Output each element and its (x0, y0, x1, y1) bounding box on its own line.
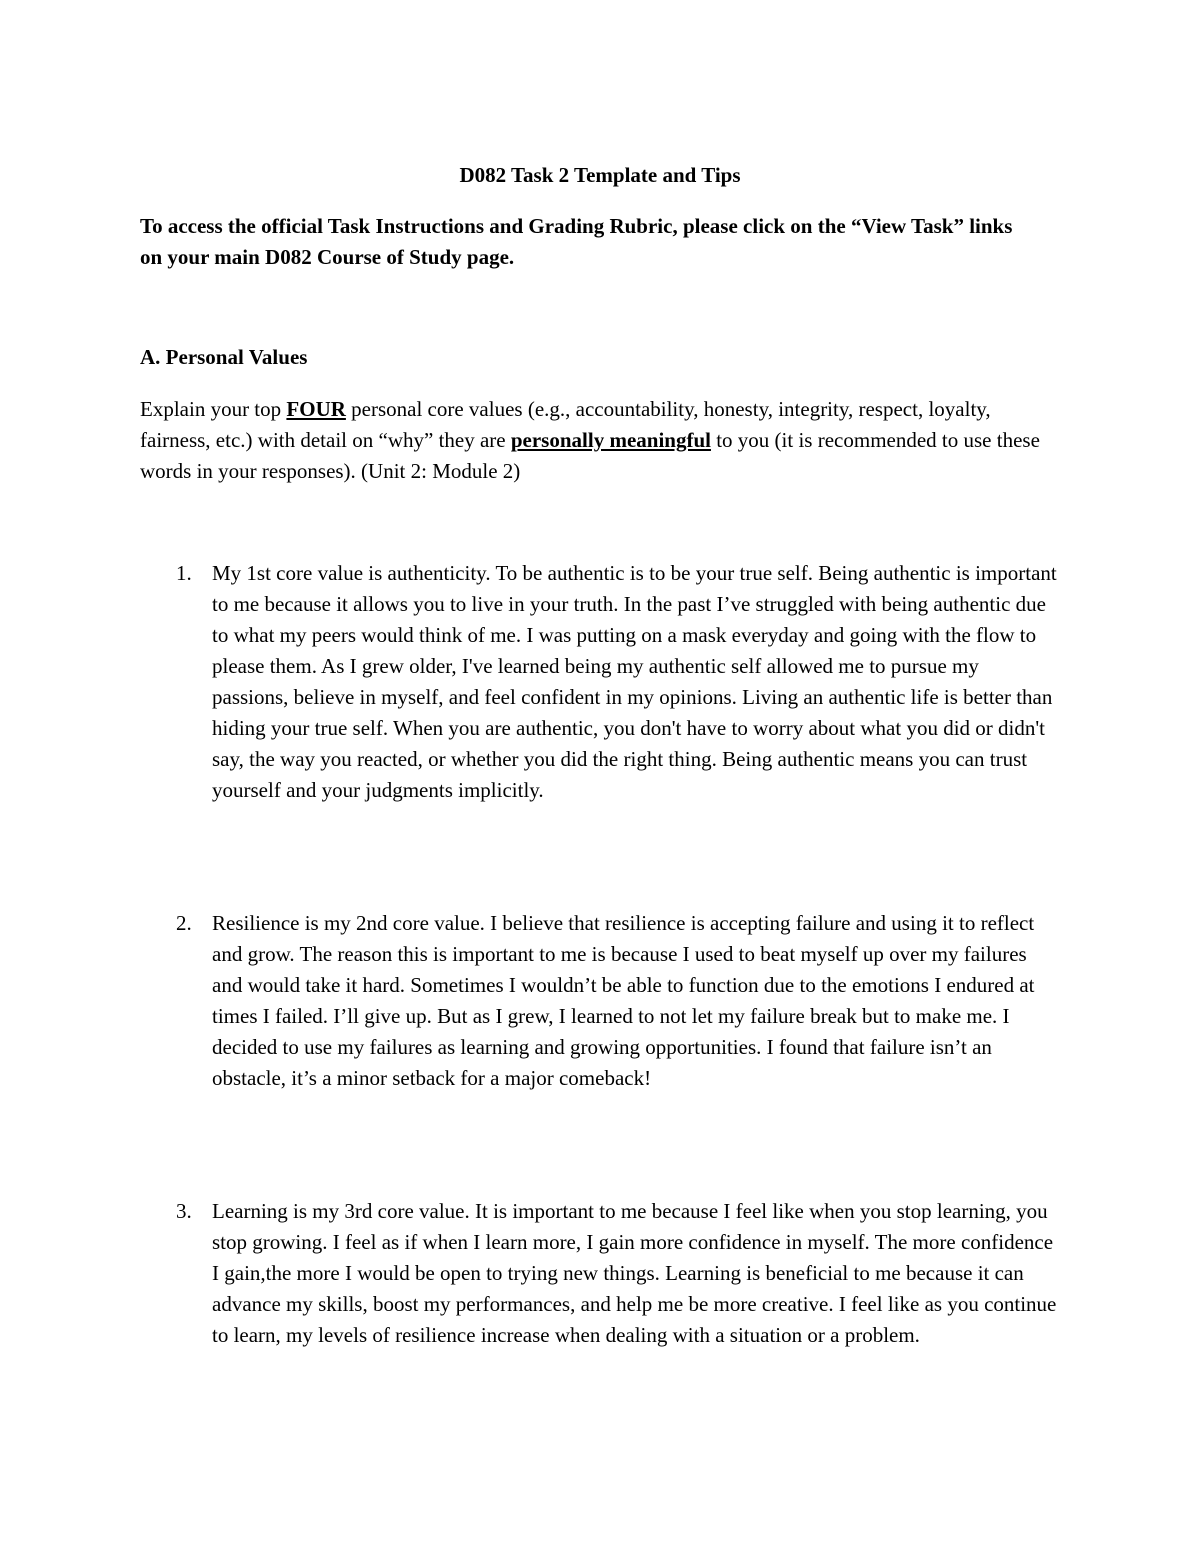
list-item-text: Resilience is my 2nd core value. I believe that resilience is accepting failure and using it to reflect and grow. The reason this is important to me is because I used to beat myself up over my failures and would take it hard. Sometimes I wouldn’t be able to function due to the emotions I endured at times I failed. I’ll give up. But as I grew, I learned to not let my failure break but to make me. I decided to use my failures as learning and growing opportunities. I found that failure isn’t an obstacle, it’s a minor setback for a major comeback! (212, 911, 1035, 1090)
section-intro (140, 394, 1040, 487)
intro-emphasis-personally-meaningful: personally meaningful (510, 428, 711, 452)
list-item (140, 558, 1060, 806)
access-note: To access the official Task Instructions and Grading Rubric, please click on the “View Task” links on your main D082 Course of Study page. (140, 214, 1013, 269)
intro-text-part-2: personal core values (e.g., accountability, honesty, integrity, respect, loyalty, fairness, etc.) with detail on “why” they are (140, 397, 991, 452)
intro-text-part-1: Explain your top (140, 397, 287, 421)
list-item-number: 2. (176, 911, 192, 935)
list-item-number: 1. (176, 561, 192, 585)
list-item (140, 908, 1060, 1094)
document-title: D082 Task 2 Template and Tips (459, 163, 741, 187)
section-heading: A. Personal Values (140, 345, 308, 369)
list-item (140, 1196, 1060, 1351)
intro-text-part-3: to you (it is recommended to use these words in your responses). (Unit 2: Module 2) (140, 428, 1040, 483)
intro-emphasis-four: FOUR (286, 397, 346, 421)
list-item-text: Learning is my 3rd core value. It is important to me because I feel like when you stop learning, you stop growing. I feel as if when I learn more, I gain more confidence in myself. The more confidence I gain,the more I would be open to trying new things. Learning is beneficial to me because it can advance my skills, boost my performances, and help me be more creative. I feel like as you continue to learn, my levels of resilience increase when dealing with a situation or a problem. (212, 1199, 1057, 1347)
list-item-number: 3. (176, 1199, 192, 1223)
list-item-text: My 1st core value is authenticity. To be authentic is to be your true self. Being authentic is important to me because it allows you to live in your truth. In the past I’ve struggled with being authentic due to what my peers would think of me. I was putting on a mask everyday and going with the flow to please them. As I grew older, I've learned being my authentic self allowed me to pursue my passions, believe in myself, and feel confident in my opinions. Living an authentic life is better than hiding your true self. When you are authentic, you don't have to worry about what you did or didn't say, the way you reacted, or whether you did the right thing. Being authentic means you can trust yourself and your judgments implicitly. (212, 561, 1057, 802)
